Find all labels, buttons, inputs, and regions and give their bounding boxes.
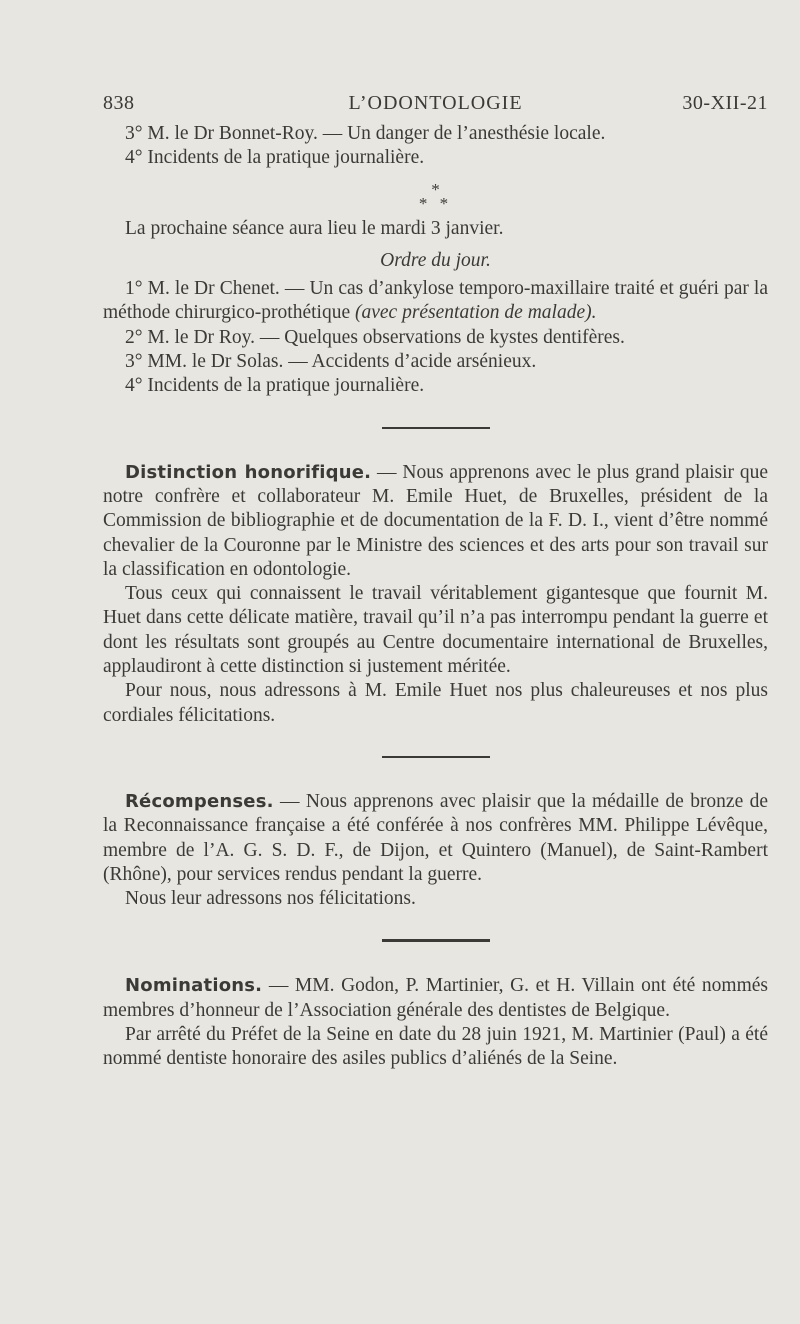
asterism-separator (103, 179, 768, 213)
agenda-item-4: 4° Incidents de la pratique journalière. (125, 375, 425, 397)
section-divider-2 (382, 756, 490, 758)
agenda-item-2: 2° M. le Dr Roy. — Quelques observations de kystes dentifères. (125, 326, 625, 348)
distinction-paragraph-2: Tous ceux qui connaissent le travail véritablement gigantesque que fournit M. Huet dans cette délicate matière, travail qu’il n’a pas interrompu pendant la guerre et dont les résultats sont groupés au Centre documentaire international de Bruxelles, applaudiront à cette distinction si justement méritée. (103, 583, 768, 678)
distinction-heading: Distinction honorifique. (125, 461, 372, 483)
asterism-top: * (431, 179, 440, 199)
agenda-item-3: 3° MM. le Dr Solas. — Accidents d’acide arsénieux. (125, 351, 537, 373)
distinction-p1-body: — Nous apprenons avec le plus grand plaisir que notre confrère et collaborateur M. Emile Huet, de Bruxelles, président de la Commission de bibliographie et de documentation de la F. D. I., vient d’être nommé chevalier de la Couronne par le Ministre des sciences et des arts pour son travail sur la classification en odontologie. (103, 461, 769, 580)
agenda-item-1-text: 1° M. le Dr Chenet. — Un cas d’ankylose temporo-maxillaire traité et guéri par la méthode chirurgico-prothétique (103, 278, 768, 324)
nominations-paragraph-2: Par arrêté du Préfet de la Seine en date du 28 juin 1921, M. Martinier (Paul) a été nommé dentiste honoraire des asiles publics d’aliénés de la Seine. (103, 1024, 768, 1070)
running-head (103, 92, 768, 122)
distinction-paragraph-3: Pour nous, nous adressons à M. Emile Huet nos plus chaleureuses et nos plus cordiales félicitations. (103, 680, 768, 726)
nominations-paragraph-1 (103, 974, 768, 1023)
next-meeting-notice: La prochaine séance aura lieu le mardi 3 janvier. (125, 217, 504, 239)
section-divider-3 (382, 939, 490, 942)
section-divider-1 (382, 427, 490, 429)
distinction-paragraph-1 (103, 461, 768, 582)
asterism-bottom: * * (418, 193, 453, 213)
recompenses-paragraph-2: Nous leur adressons nos félicitations. (125, 888, 416, 910)
nominations-heading: Nominations. (125, 975, 263, 997)
recompenses-paragraph-1 (103, 790, 768, 887)
ordre-du-jour-heading: Ordre du jour. (380, 249, 491, 271)
recompenses-heading: Récompenses. (125, 790, 274, 812)
agenda-item-1-note: (avec présentation de malade). (354, 302, 597, 324)
page-number: 838 (103, 92, 135, 114)
recompenses-p1-body: — Nous apprenons avec plaisir que la médaille de bronze de la Reconnaissance française a été conférée à nos confrères MM. Philippe Lévêque, membre de l’A. G. S. D. F., de Dijon, et Quintero (Manuel), de Saint-Rambert (Rhône), pour services rendus pendant la guerre. (103, 790, 768, 885)
first-agenda-item-3: 3° M. le Dr Bonnet-Roy. — Un danger de l’anesthésie locale. (125, 123, 606, 144)
agenda-item-1 (103, 277, 768, 326)
journal-title: L’ODONTOLOGIE (348, 92, 523, 114)
document-page (103, 92, 768, 1072)
issue-date: 30-XII-21 (682, 92, 768, 114)
nominations-p1-body: — MM. Godon, P. Martinier, G. et H. Villain ont été nommés membres d’honneur de l’Association générale des dentistes de Belgique. (103, 975, 768, 1021)
first-agenda-item-4: 4° Incidents de la pratique journalière. (125, 147, 425, 169)
